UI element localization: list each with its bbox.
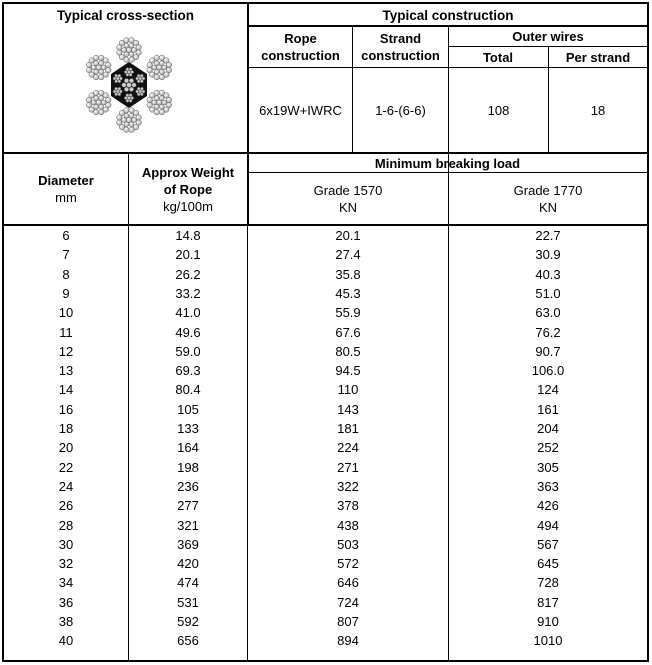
- grade-1570-cell: 378: [337, 498, 359, 514]
- diameter-cell: 13: [58, 363, 74, 379]
- wire-circle: [86, 67, 91, 72]
- wire-circle: [140, 93, 143, 96]
- grade-1770-cell: 817: [537, 594, 559, 610]
- wire-circle: [101, 100, 106, 105]
- diameter-cell: 40: [58, 633, 74, 649]
- grade-1770-cell: 161: [537, 401, 559, 417]
- wire-circle: [127, 83, 132, 88]
- weight-cell: 236: [177, 478, 199, 494]
- wire-circle: [152, 65, 157, 70]
- weight-cell: 69.3: [175, 363, 201, 379]
- wire-circle: [132, 118, 137, 123]
- wire-circle: [118, 74, 121, 77]
- wire-circle: [94, 104, 99, 109]
- wire-circle: [137, 87, 140, 90]
- wire-circle: [129, 73, 132, 76]
- grade-1770-cell: 494: [537, 517, 559, 533]
- wire-circle: [99, 69, 104, 74]
- per-strand-header: Per strand: [565, 49, 631, 65]
- wire-circle: [142, 77, 145, 80]
- wire-circle: [94, 61, 99, 66]
- table-row: [2, 535, 649, 554]
- wire-circle: [154, 61, 159, 66]
- wire-circle: [159, 96, 164, 101]
- weight-cell: 133: [177, 421, 199, 436]
- wire-circle: [152, 100, 157, 105]
- wire-circle: [129, 78, 133, 82]
- wire-circle: [126, 73, 129, 76]
- diameter-cell: 10: [58, 305, 74, 321]
- rope-cross-section-image: [74, 26, 184, 144]
- diameter-cell: 20: [58, 440, 74, 456]
- grade-1570-cell: 438: [337, 517, 359, 533]
- wire-circle: [159, 109, 164, 114]
- diameter-cell: 34: [58, 575, 74, 591]
- grade-1570-cell: 110: [337, 382, 359, 398]
- strand-construction-header: [353, 27, 448, 67]
- wire-circle: [117, 50, 122, 55]
- wire-circle: [106, 62, 111, 67]
- grade-1570-cell: 807: [337, 614, 359, 629]
- grade-1570-cell: 322: [337, 478, 359, 494]
- wire-circle: [117, 120, 122, 125]
- table-row: [2, 573, 649, 592]
- wire-circle: [118, 80, 121, 83]
- table-row: [2, 458, 649, 477]
- wire-circle: [93, 55, 98, 60]
- wire-circle: [154, 69, 159, 74]
- weight-cell: 49.6: [175, 324, 201, 340]
- weight-cell: 277: [177, 498, 199, 514]
- wire-circle: [136, 90, 139, 93]
- wire-circle: [147, 67, 152, 72]
- wire-circle: [91, 65, 96, 70]
- wire-circle: [124, 78, 128, 82]
- wire-circle: [101, 65, 106, 70]
- wire-circle: [129, 52, 134, 57]
- table-row: [2, 554, 649, 573]
- table-row: [2, 380, 649, 399]
- wire-circle: [115, 80, 118, 83]
- wire-circle: [126, 68, 129, 71]
- wire-circle: [124, 122, 129, 127]
- grade-1570-cell: 143: [337, 401, 359, 417]
- wire-circle: [115, 93, 118, 96]
- grade-1770-cell: 426: [537, 498, 559, 514]
- table-row: [2, 265, 649, 284]
- grade-1770-cell: 1010: [533, 633, 563, 649]
- wire-circle: [106, 97, 111, 102]
- wire-circle: [129, 43, 134, 48]
- table-row: [2, 496, 649, 515]
- wire-circle: [154, 90, 159, 95]
- weight-cell: 80.4: [175, 382, 201, 398]
- grade-1570-cell: 67.6: [335, 324, 361, 340]
- wire-circle: [129, 68, 132, 71]
- wire-circle: [115, 74, 118, 77]
- diameter-cell: 30: [58, 536, 74, 552]
- wire-circle: [113, 77, 116, 80]
- wire-circle: [122, 83, 126, 87]
- rope-cross-section-drawing: [74, 26, 184, 144]
- table-row: [2, 284, 649, 303]
- weight-cell: 105: [177, 401, 199, 417]
- wire-circle: [154, 55, 159, 60]
- table-row: [2, 361, 649, 380]
- wire-circle: [154, 96, 159, 101]
- weight-cell: 14.8: [175, 228, 201, 243]
- wire-circle: [137, 74, 140, 77]
- grade-1770-cell: 252: [537, 440, 559, 456]
- diameter-cell: 18: [58, 421, 74, 436]
- weight-cell: 198: [177, 459, 199, 475]
- wire-circle: [124, 52, 129, 57]
- table-row: [2, 612, 649, 631]
- wire-circle: [118, 93, 121, 96]
- min-breaking-load-header: Minimum breaking load: [374, 155, 521, 171]
- rope-construction-header: [249, 27, 352, 67]
- weight-cell: 592: [177, 614, 199, 629]
- diameter-cell: 14: [58, 382, 74, 398]
- diameter-header: [4, 154, 128, 224]
- table-row: [2, 438, 649, 457]
- wire-circle: [159, 74, 164, 79]
- grade-1770-cell: 363: [537, 478, 559, 494]
- grade-1770-cell: 90.7: [535, 343, 561, 359]
- weight-label-line-1: Approx Weight: [141, 164, 235, 180]
- grade-1570-cell: 35.8: [335, 266, 361, 282]
- wire-circle: [119, 90, 122, 93]
- wire-circle: [124, 87, 128, 91]
- diameter-unit: mm: [55, 190, 77, 205]
- wire-circle: [159, 104, 164, 109]
- diameter-cell: 9: [62, 285, 70, 301]
- grade-1570-cell: 724: [337, 594, 359, 610]
- wire-circle: [129, 87, 133, 91]
- wire-circle: [154, 104, 159, 109]
- strand-construction-line-2: construction: [361, 48, 440, 63]
- grade-1570-cell: 181: [337, 421, 359, 436]
- wire-circle: [131, 97, 134, 100]
- grade-1570-cell: 27.4: [335, 247, 361, 263]
- diameter-cell: 8: [62, 266, 70, 282]
- cross-section-title: Typical cross-section: [56, 7, 195, 23]
- grade-1570-cell: 20.1: [335, 228, 361, 243]
- diameter-cell: 38: [58, 614, 74, 629]
- table-row: [2, 593, 649, 612]
- grade-1770-cell: 40.3: [535, 266, 561, 282]
- weight-header: [129, 154, 247, 224]
- weight-cell: 20.1: [175, 247, 201, 263]
- weight-cell: 41.0: [175, 305, 201, 321]
- grade-1770-cell: 22.7: [535, 228, 561, 243]
- wire-circle: [140, 74, 143, 77]
- wire-circle: [99, 109, 104, 114]
- table-row: [2, 631, 649, 650]
- grade-1570-header: [248, 173, 448, 224]
- wire-circle: [137, 80, 140, 83]
- wire-circle: [162, 100, 167, 105]
- weight-cell: 420: [177, 556, 199, 572]
- wire-circle: [140, 80, 143, 83]
- grade-1770-label: Grade 1770: [513, 182, 583, 198]
- wire-circle: [129, 127, 134, 132]
- wire-circle: [86, 102, 91, 107]
- wire-circle: [99, 61, 104, 66]
- weight-cell: 59.0: [175, 343, 201, 359]
- grade-1770-cell: 124: [537, 382, 559, 398]
- wire-circle: [119, 77, 122, 80]
- diameter-cell: 16: [58, 401, 74, 417]
- weight-unit: kg/100m: [163, 198, 213, 214]
- wire-circle: [132, 48, 137, 53]
- grade-1770-cell: 204: [537, 421, 559, 436]
- grade-1770-cell: 30.9: [535, 247, 561, 263]
- wire-circle: [93, 90, 98, 95]
- table-row: [2, 342, 649, 361]
- grade-1570-unit: KN: [338, 199, 358, 215]
- wire-circle: [129, 113, 134, 118]
- table-row: [2, 226, 649, 245]
- wire-circle: [129, 57, 134, 62]
- rope-construction-line-2: construction: [261, 48, 340, 63]
- table-row: [2, 400, 649, 419]
- wire-circle: [124, 97, 127, 100]
- diameter-cell: 32: [58, 556, 74, 572]
- grade-1770-header: [449, 173, 647, 224]
- grade-1570-cell: 94.5: [335, 363, 361, 379]
- table-row: [2, 245, 649, 264]
- diameter-cell: 28: [58, 517, 74, 533]
- weight-cell: 26.2: [175, 266, 201, 282]
- construction-title: Typical construction: [382, 7, 514, 23]
- weight-cell: 369: [177, 536, 199, 552]
- wire-circle: [124, 38, 129, 43]
- wire-circle: [126, 94, 129, 97]
- grade-1570-label: Grade 1570: [313, 182, 383, 198]
- wire-circle: [166, 97, 171, 102]
- grade-1570-cell: 55.9: [335, 305, 361, 321]
- strand-construction-line-1: Strand: [379, 31, 422, 46]
- wire-circle: [142, 90, 145, 93]
- grade-1770-cell: 728: [537, 575, 559, 591]
- grade-1770-cell: 645: [537, 556, 559, 572]
- wire-circle: [124, 43, 129, 48]
- wire-circle: [166, 62, 171, 67]
- outer-wires-header: Outer wires: [512, 28, 584, 44]
- wire-circle: [113, 90, 116, 93]
- table-row: [2, 516, 649, 535]
- weight-cell: 33.2: [175, 285, 201, 301]
- wire-circle: [99, 74, 104, 79]
- rope-spec-sheet: [2, 2, 649, 662]
- diameter-cell: 6: [62, 228, 70, 243]
- wire-circle: [99, 104, 104, 109]
- table-row: [2, 419, 649, 438]
- wire-circle: [132, 83, 136, 87]
- wire-circle: [124, 113, 129, 118]
- wire-circle: [124, 71, 127, 74]
- diameter-cell: 12: [58, 343, 74, 359]
- wire-circle: [124, 108, 129, 113]
- wire-circle: [122, 48, 127, 53]
- wire-circle: [137, 93, 140, 96]
- wire-circle: [94, 69, 99, 74]
- grade-1770-cell: 305: [537, 459, 559, 475]
- wire-circle: [122, 118, 127, 123]
- wire-circle: [162, 65, 167, 70]
- weight-cell: 656: [177, 633, 199, 649]
- grade-1570-cell: 224: [337, 440, 359, 456]
- diameter-cell: 11: [59, 324, 73, 340]
- wire-circle: [126, 99, 129, 102]
- rope-construction-line-1: Rope: [284, 31, 317, 46]
- diameter-cell: 24: [58, 478, 74, 494]
- grade-1570-cell: 271: [337, 459, 359, 475]
- table-row: [2, 303, 649, 322]
- wire-circle: [94, 96, 99, 101]
- per-strand-value: 18: [590, 102, 606, 118]
- wire-circle: [159, 69, 164, 74]
- wire-circle: [118, 87, 121, 90]
- weight-cell: 531: [177, 594, 199, 610]
- wire-circle: [129, 94, 132, 97]
- total-value: 108: [487, 102, 510, 118]
- grade-1770-cell: 910: [537, 614, 559, 629]
- grade-1770-cell: 106.0: [531, 363, 565, 379]
- wire-circle: [115, 87, 118, 90]
- diameter-cell: 26: [58, 498, 74, 514]
- grade-1570-cell: 503: [337, 536, 359, 552]
- wire-circle: [136, 45, 141, 50]
- wire-circle: [131, 71, 134, 74]
- wire-circle: [136, 77, 139, 80]
- grade-1570-cell: 80.5: [335, 343, 361, 359]
- wire-circle: [91, 100, 96, 105]
- table-row: [2, 323, 649, 342]
- weight-label-line-2: of Rope: [163, 181, 213, 197]
- wire-circle: [129, 99, 132, 102]
- grade-1770-cell: 76.2: [535, 324, 561, 340]
- diameter-cell: 7: [62, 247, 70, 263]
- grade-1570-cell: 45.3: [335, 285, 361, 301]
- total-header: Total: [482, 49, 514, 65]
- strand-construction-value: 1-6-(6-6): [375, 102, 426, 118]
- wire-circle: [140, 87, 143, 90]
- wire-circle: [136, 115, 141, 120]
- weight-cell: 321: [177, 517, 199, 533]
- wire-circle: [147, 102, 152, 107]
- weight-cell: 474: [177, 575, 199, 591]
- diameter-label: Diameter: [38, 173, 94, 188]
- grade-1770-cell: 567: [537, 536, 559, 552]
- wire-circle: [99, 96, 104, 101]
- table-row: [2, 477, 649, 496]
- diameter-cell: 36: [58, 594, 74, 610]
- grade-1770-unit: KN: [538, 199, 558, 215]
- grade-1770-cell: 51.0: [535, 285, 561, 301]
- diameter-cell: 22: [58, 459, 74, 475]
- grade-1570-cell: 646: [337, 575, 359, 591]
- grade-1770-cell: 63.0: [535, 305, 561, 321]
- wire-circle: [129, 122, 134, 127]
- wire-circle: [159, 61, 164, 66]
- grade-1570-cell: 572: [337, 556, 359, 572]
- rope-construction-value: 6x19W+IWRC: [259, 102, 342, 118]
- weight-cell: 164: [177, 440, 199, 456]
- grade-1570-cell: 894: [337, 633, 359, 649]
